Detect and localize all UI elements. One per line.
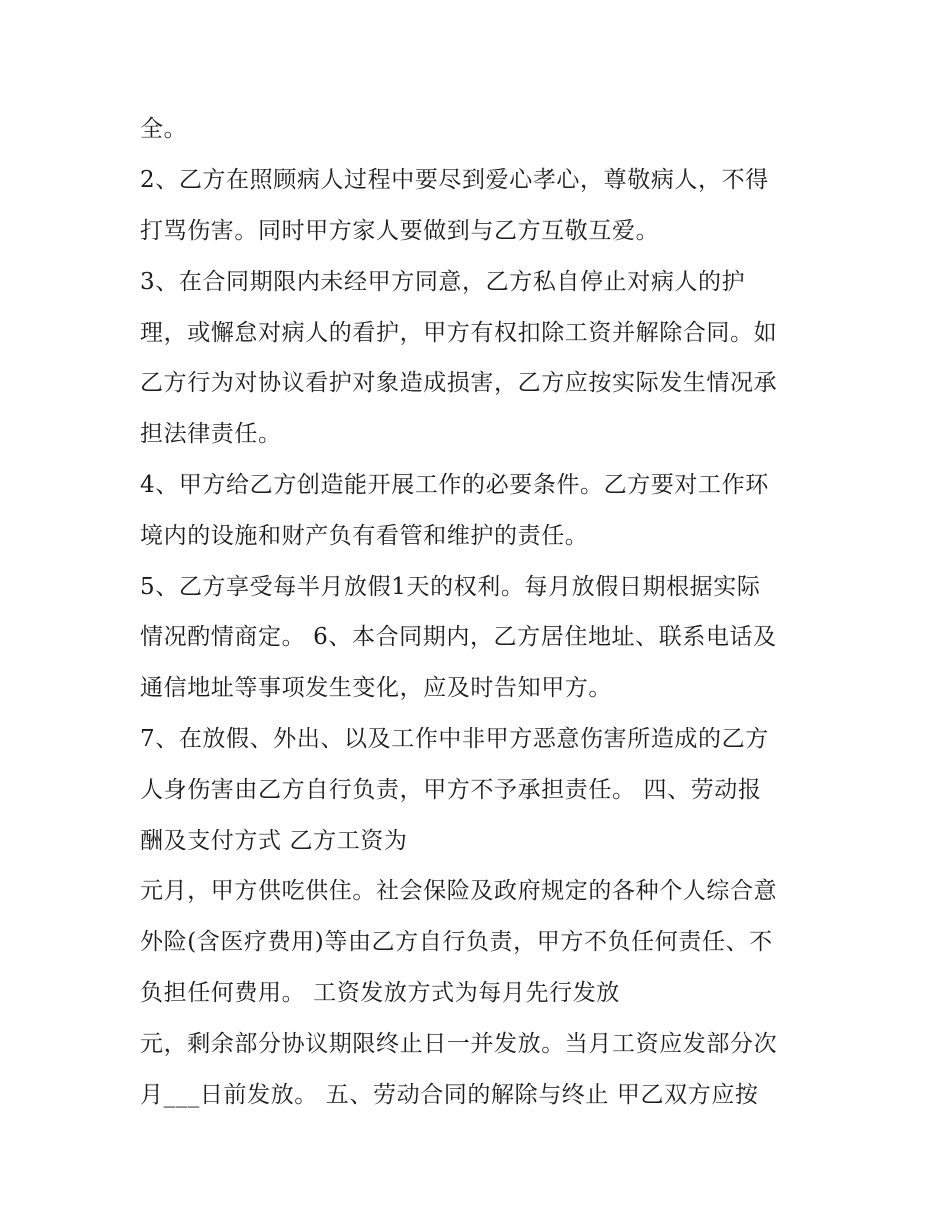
text-line-16: 元月，甲方供吃供住。社会保险及政府规定的各种个人综合意 xyxy=(140,878,778,904)
text-line-3: 打骂伤害。同时甲方家人要做到与乙方互敬互爱。 xyxy=(140,218,660,244)
text-line-5: 理，或懈怠对病人的看护，甲方有权扣除工资并解除合同。如 xyxy=(140,320,778,346)
text-line-2: 2、乙方在照顾病人过程中要尽到爱心孝心，尊敬病人，不得 xyxy=(140,167,769,193)
text-line-18: 负担任何费用。 工资发放方式为每月先行发放 xyxy=(140,980,620,1006)
text-line-10: 5、乙方享受每半月放假1天的权利。每月放假日期根据实际 xyxy=(140,574,761,600)
text-line-11: 情况酌情商定。 6、本合同期内，乙方居住地址、联系电话及 xyxy=(140,624,777,650)
text-line-8: 4、甲方给乙方创造能开展工作的必要条件。乙方要对工作环 xyxy=(140,472,769,498)
text-line-13: 7、在放假、外出、以及工作中非甲方恶意伤害所造成的乙方 xyxy=(140,726,769,752)
text-line-7: 担法律责任。 xyxy=(140,421,282,447)
text-line-4: 3、在合同期限内未经甲方同意，乙方私自停止对病人的护 xyxy=(140,269,746,295)
text-line-17: 外险(含医疗费用)等由乙方自行负责，甲方不负任何责任、不 xyxy=(140,929,773,955)
text-line-15: 酬及支付方式 乙方工资为 xyxy=(140,828,408,854)
text-line-12: 通信地址等事项发生变化，应及时告知甲方。 xyxy=(140,675,612,701)
text-line-6: 乙方行为对协议看护对象造成损害，乙方应按实际发生情况承 xyxy=(140,370,778,396)
text-line-20: 月___日前发放。 五、劳动合同的解除与终止 甲乙双方应按 xyxy=(140,1082,759,1108)
text-line-19: 元，剩余部分协议期限终止日一并发放。当月工资应发部分次 xyxy=(140,1031,778,1057)
text-line-1: 全。 xyxy=(140,116,188,142)
text-line-9: 境内的设施和财产负有看管和维护的责任。 xyxy=(140,523,589,549)
text-line-14: 人身伤害由乙方自行负责，甲方不予承担责任。 四、劳动报 xyxy=(140,777,762,803)
